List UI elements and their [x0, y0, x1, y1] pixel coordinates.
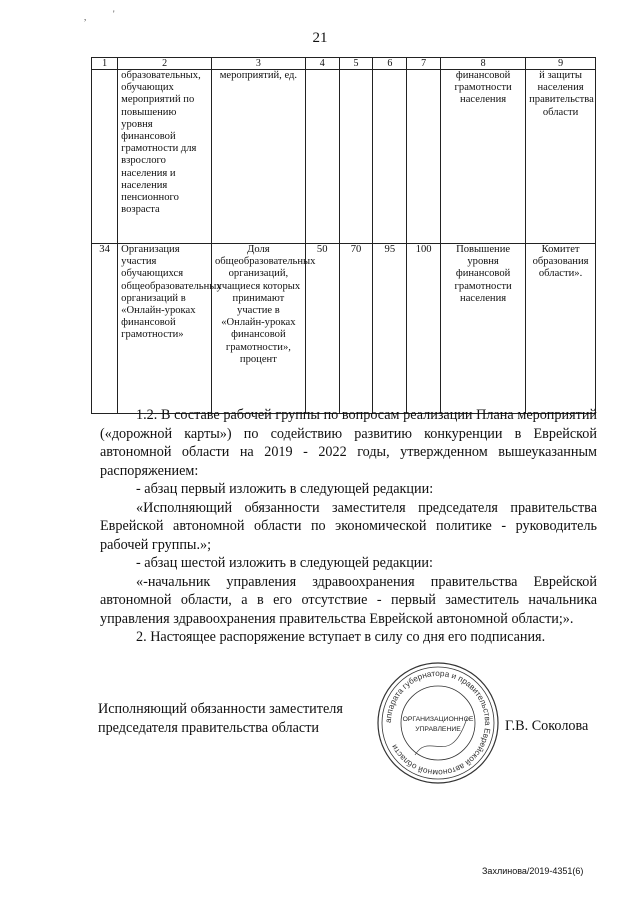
value-2021: 95 — [373, 244, 407, 414]
table-row — [92, 244, 596, 414]
indicator: мероприятий, ед. — [211, 70, 305, 244]
paragraph-new-wording-1: «Исполняющий обязанности заместителя председателя правительства Еврейской автономной области по экономической политике - руководитель рабочей группы.»; — [100, 499, 597, 553]
paragraph-first-abzac: - абзац первый изложить в следующей редакции: — [136, 481, 434, 497]
seal-center-line: УПРАВЛЕНИЕ — [415, 726, 461, 733]
column-number: 6 — [373, 58, 407, 70]
stray-mark: ' — [113, 9, 115, 19]
event-name: образовательных, обучающих мероприятий по повышению уровня финансовой грамотности для взрослого населения и населения пенсионного возраста — [118, 70, 212, 244]
column-number: 9 — [526, 58, 596, 70]
signatory-title-line: председателя правительства области — [98, 719, 319, 736]
responsible: Комитет образования области». — [526, 244, 596, 414]
svg-text:аппарата губернатора и правите — [384, 669, 492, 777]
paragraph-2: 2. Настоящее распоряжение вступает в силу со дня его подписания. — [136, 629, 546, 645]
column-number: 7 — [407, 58, 441, 70]
value-2020 — [339, 70, 373, 244]
column-number: 4 — [305, 58, 339, 70]
column-number: 2 — [118, 58, 212, 70]
stray-mark: , — [84, 12, 87, 22]
table-header-row — [92, 58, 596, 70]
column-number: 8 — [441, 58, 526, 70]
value-2020: 70 — [339, 244, 373, 414]
responsible: й защиты населения правительства области — [526, 70, 596, 244]
seal-center-line: ОРГАНИЗАЦИОННОЕ — [402, 716, 474, 723]
amendment-text — [100, 406, 597, 647]
seal-ring-text: аппарата губернатора и правительства Еврейской автономной области — [383, 668, 493, 778]
value-2019 — [305, 70, 339, 244]
table-row — [92, 70, 596, 244]
value-2022: 100 — [407, 244, 441, 414]
signatory-title — [98, 700, 343, 737]
signatory-title-line: Исполняющий обязанности заместителя — [98, 701, 343, 717]
paragraph-new-wording-2: «-начальник управления здравоохранения правительства Еврейской автономной области, а в его отсутствие - первый заместитель начальника управления здравоохранения правительства Еврейской автономной области;». — [100, 573, 597, 627]
value-2019: 50 — [305, 244, 339, 414]
signatory-name: Г.В. Соколова — [505, 718, 589, 734]
value-2021 — [373, 70, 407, 244]
official-seal — [375, 660, 501, 786]
expected-result: Повышение уровня финансовой грамотности населения — [441, 244, 526, 414]
page-number: 21 — [312, 30, 328, 46]
paragraph-sixth-abzac: - абзац шестой изложить в следующей редакции: — [136, 555, 433, 571]
event-name: Организация участия обучающихся общеобразовательных организаций в «Онлайн-уроках финансовой грамотности» — [118, 244, 212, 414]
column-number: 3 — [211, 58, 305, 70]
paragraph-1-2: 1.2. В составе рабочей группы по вопросам реализации Плана мероприятий («дорожной карты») по содействию развитию конкуренции в Еврейской автономной области на 2019 - 2022 годы, утвержденном вышеуказанным распоряжением: — [100, 407, 597, 479]
expected-result: финансовой грамотности населения — [441, 70, 526, 244]
column-number: 1 — [92, 58, 118, 70]
document-reference: Захлинова/2019-4351(6) — [482, 866, 584, 876]
plan-table — [91, 57, 596, 414]
signature-stroke — [415, 718, 467, 755]
indicator: Доля общеобразовательных организаций, учащиеся которых принимают участие в «Онлайн-уроках финансовой грамотности», процент — [211, 244, 305, 414]
row-index — [92, 70, 118, 244]
value-2022 — [407, 70, 441, 244]
row-index: 34 — [92, 244, 118, 414]
column-number: 5 — [339, 58, 373, 70]
